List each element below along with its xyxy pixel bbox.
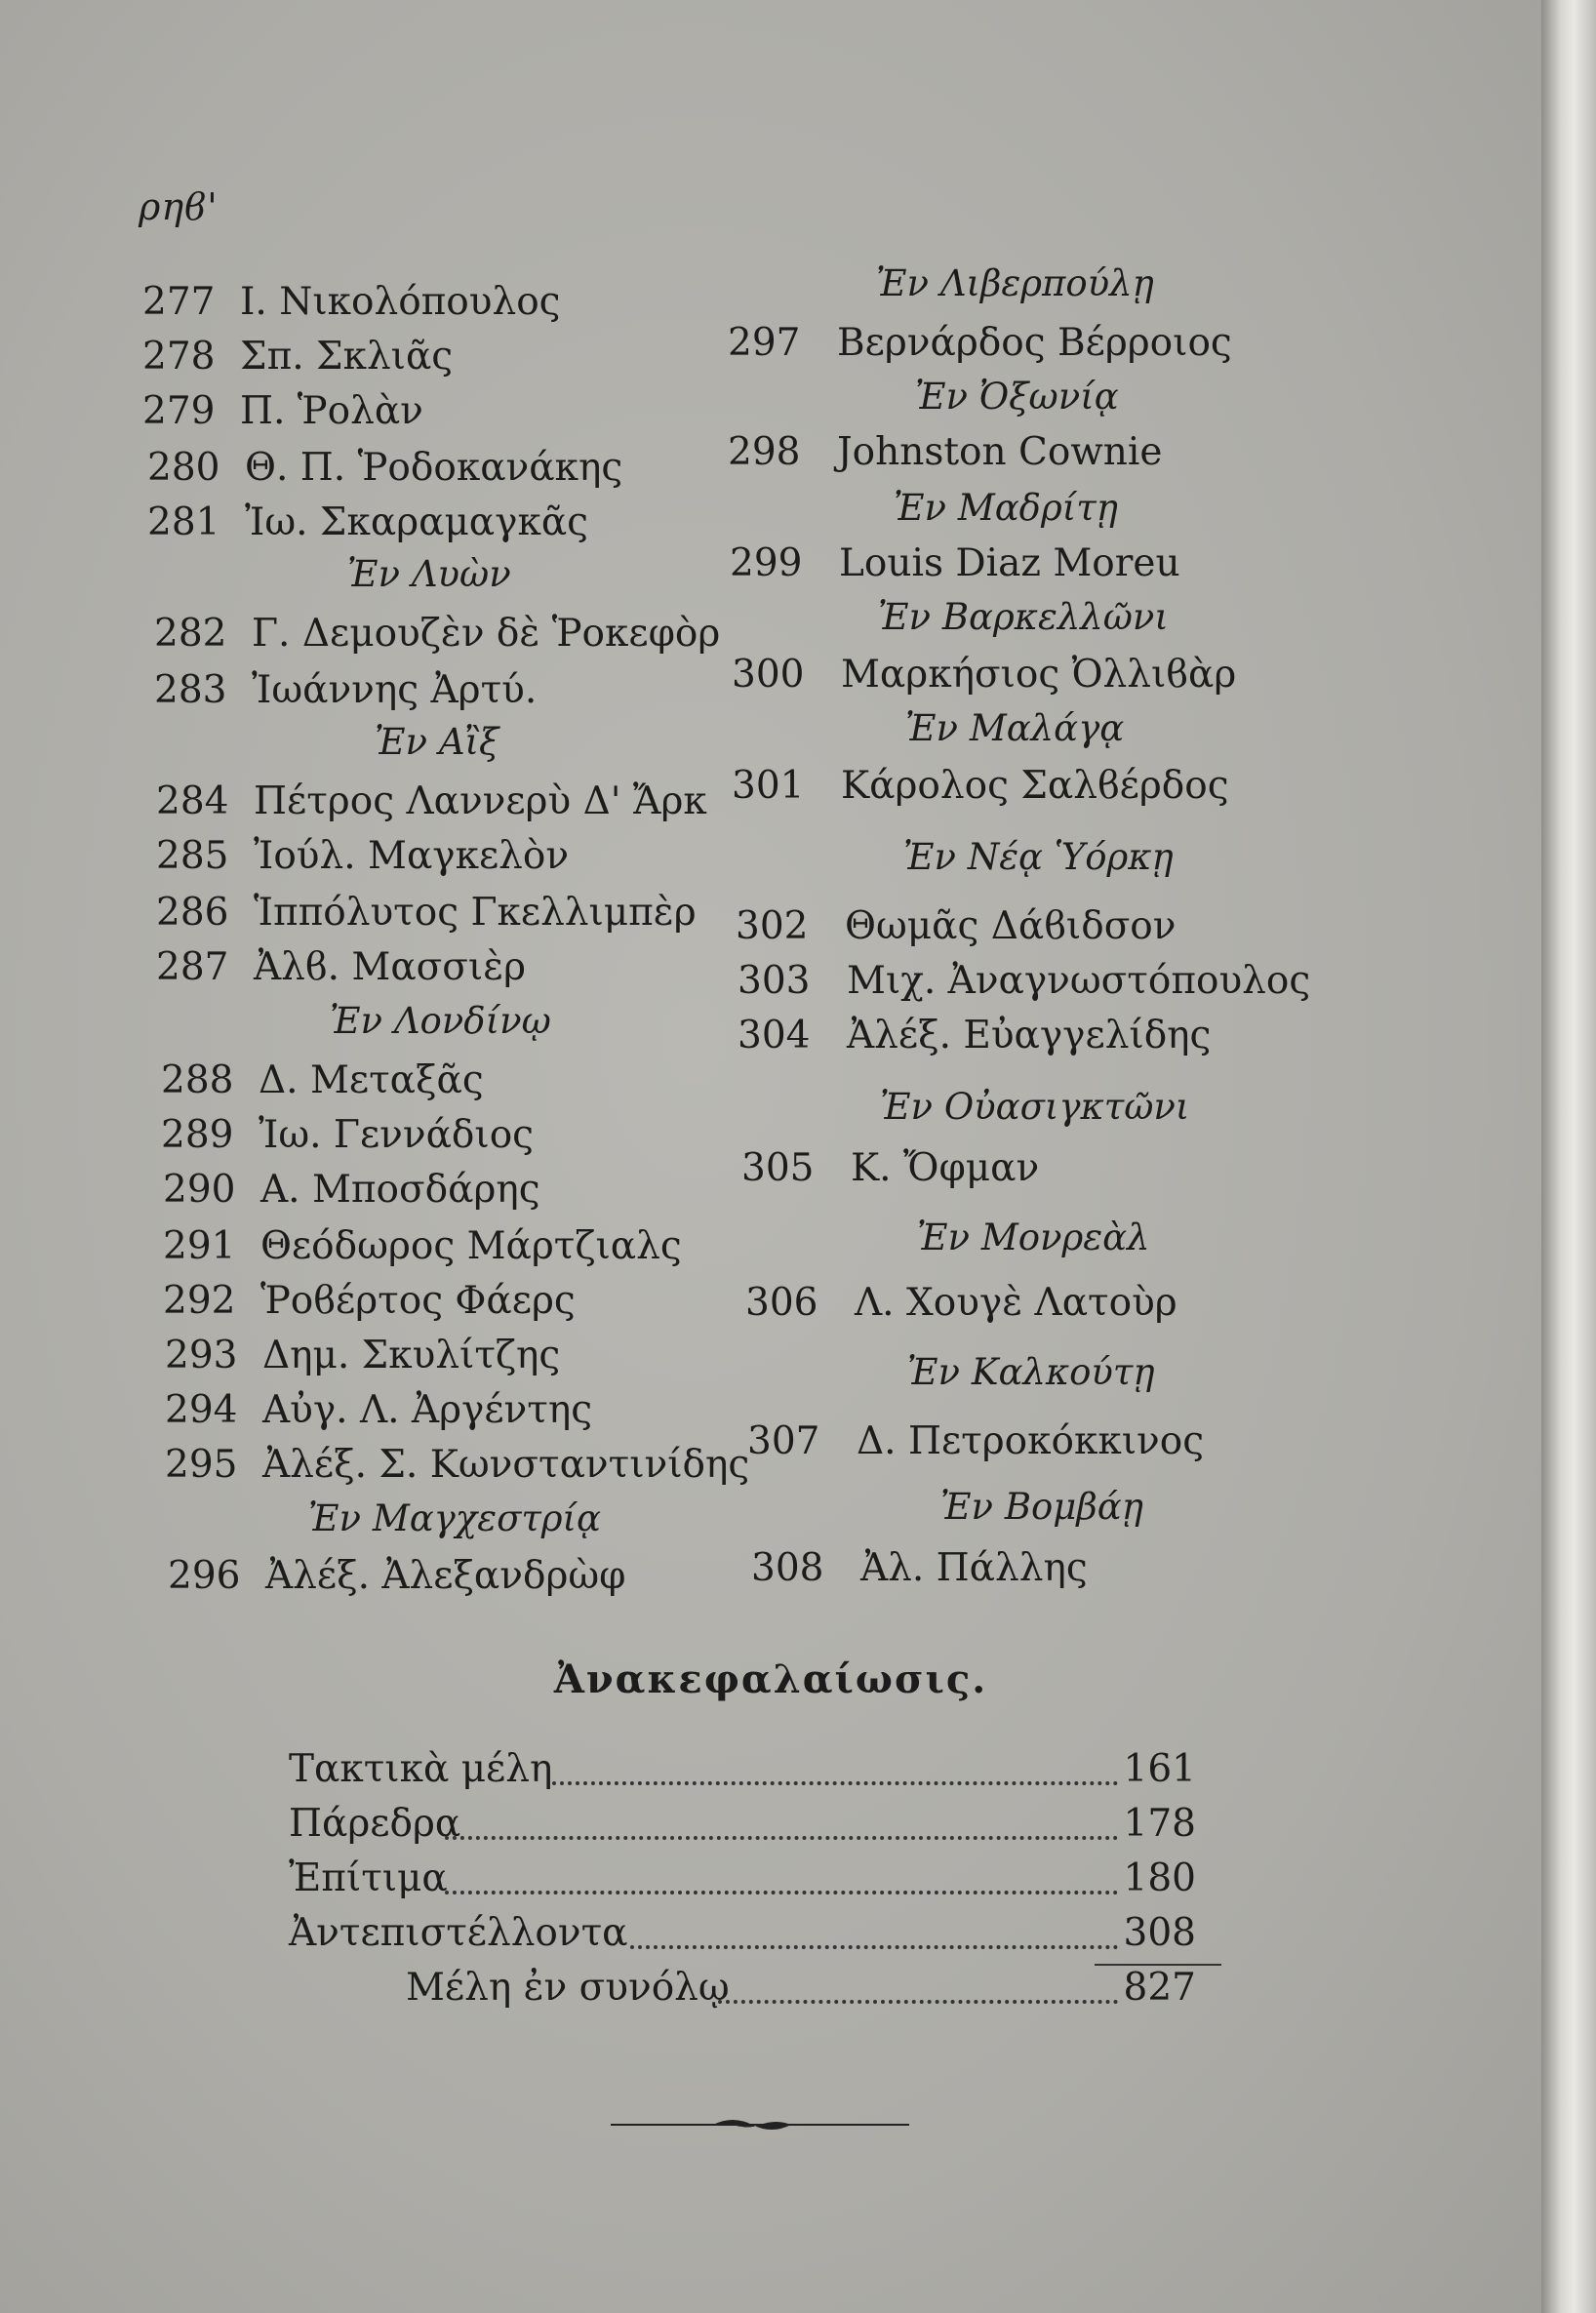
member-number: 299 [730, 541, 803, 585]
member-entry [732, 653, 1237, 697]
member-name: Ἰω. Γεννάδιος [259, 1113, 535, 1157]
member-entry [147, 446, 623, 490]
member-entry [745, 1281, 1177, 1325]
member-entry [156, 834, 570, 878]
member-number: 283 [154, 668, 227, 712]
member-name: Θωμᾶς Δάϐιδσον [845, 904, 1177, 948]
member-entry [156, 945, 527, 989]
place-heading: Ἐν Νέᾳ Ὑόρκῃ [903, 836, 1174, 878]
member-name: Πέτρος Λαννερὺ Δ' Ἄρκ [254, 779, 707, 823]
summary-heading: Ἀνακεφαλαίωσις. [553, 1656, 988, 1702]
summary-total-label: Μέλη ἐν συνόλῳ [406, 1966, 730, 2010]
member-number: 306 [745, 1281, 818, 1325]
member-name: Λ. Χουγὲ Λατοὺρ [855, 1281, 1177, 1325]
member-entry [163, 1279, 576, 1323]
place-heading: Ἐν Μονρεὰλ [917, 1216, 1150, 1258]
member-number: 305 [741, 1146, 815, 1190]
member-name: Ἰούλ. Μαγκελὸν [254, 834, 570, 878]
member-entry [738, 959, 1311, 1003]
member-entry [747, 1419, 1205, 1463]
member-entry [165, 1336, 560, 1375]
member-name: Κάρολος Σαλϐέρδος [841, 764, 1229, 808]
member-entry [168, 1554, 626, 1598]
summary-value: 308 [1123, 1911, 1196, 1955]
member-number: 278 [142, 335, 216, 379]
summary-value: 161 [1123, 1747, 1196, 1791]
member-number: 277 [142, 280, 216, 324]
member-entry [732, 764, 1229, 808]
member-number: 297 [728, 321, 801, 365]
summary-label: Τακτικὰ μέλη [289, 1747, 553, 1791]
member-entry [736, 904, 1177, 948]
dot-leader [445, 1871, 1118, 1894]
member-name: Ἀλϐ. Μασσιὲρ [254, 945, 527, 989]
member-number: 303 [738, 959, 811, 1003]
member-entry [741, 1146, 1040, 1190]
member-name: Αὐγ. Λ. Ἀργέντης [262, 1388, 593, 1432]
place-heading: Ἐν Λυὼν [347, 553, 511, 595]
member-number: 282 [154, 612, 227, 656]
member-entry [165, 1388, 593, 1432]
place-heading: Ἐν Λιβερπούλῃ [876, 262, 1154, 304]
member-name: Α. Μποσδάρης [260, 1168, 540, 1212]
summary-total-value: 827 [1123, 1966, 1196, 2010]
summary-label: Ἀντεπιστέλλοντα [289, 1911, 628, 1955]
member-name: Θεόδωρος Μάρτζιαλς [260, 1224, 682, 1268]
member-name: Βερνάρδος Βέρροιος [837, 321, 1232, 365]
member-number: 285 [156, 834, 229, 878]
book-binding [1541, 0, 1596, 2313]
member-entry [142, 389, 423, 433]
place-heading: Ἐν Βομβάῃ [940, 1486, 1143, 1528]
member-entry [161, 1058, 484, 1102]
member-entry [730, 541, 1180, 585]
member-name: Ἀλέξ. Ἀλεξανδρὼφ [265, 1554, 626, 1598]
summary-value: 180 [1123, 1856, 1196, 1900]
member-name: Ἀλ. Πάλλης [860, 1546, 1088, 1590]
member-name: Ἰωάννης Ἀρτύ. [252, 668, 538, 712]
dot-leader [630, 1926, 1118, 1949]
place-heading: Ἐν Ὀξωνίᾳ [915, 376, 1119, 418]
member-number: 293 [165, 1334, 238, 1377]
member-number: 302 [736, 904, 809, 948]
member-name: Louis Diaz Moreu [839, 541, 1180, 585]
member-entry [161, 1113, 535, 1157]
place-heading: Ἐν Βαρκελλῶνι [878, 596, 1169, 638]
member-number: 279 [142, 389, 216, 433]
member-name: Ἱππόλυτος Γκελλιμπὲρ [254, 891, 697, 935]
ornament-divider [611, 2113, 909, 2136]
summary-label: Ἐπίτιμα [289, 1856, 448, 1900]
member-number: 292 [163, 1279, 236, 1323]
member-number: 286 [156, 891, 229, 935]
member-entry [751, 1546, 1088, 1590]
member-name: Σπ. Σκλιᾶς [240, 335, 454, 379]
member-entry [156, 891, 697, 935]
member-entry [163, 1224, 682, 1268]
member-number: 289 [161, 1113, 234, 1157]
member-number: 284 [156, 779, 229, 823]
dot-leader [552, 1762, 1118, 1785]
member-number: 294 [165, 1388, 238, 1432]
dot-leader [718, 1980, 1118, 2004]
member-name: Ῥοϐέρτος Φάερς [260, 1279, 576, 1323]
member-name: Δ. Πετροκόκκινος [857, 1419, 1205, 1463]
member-name: Μαρκήσιος Ὀλλιϐὰρ [841, 653, 1237, 697]
member-number: 288 [161, 1058, 234, 1102]
member-entry [147, 500, 589, 544]
member-name: Μιχ. Ἀναγνωστόπουλος [847, 959, 1311, 1003]
member-number: 287 [156, 945, 229, 989]
member-entry [142, 280, 561, 324]
member-entry [154, 668, 538, 712]
member-number: 301 [732, 764, 805, 808]
place-heading: Ἐν Μαδρίτῃ [894, 487, 1118, 529]
place-heading: Ἐν Μαγχεστρίᾳ [308, 1497, 602, 1539]
member-name: Π. Ῥολὰν [240, 389, 423, 433]
member-number: 300 [732, 653, 805, 697]
member-name: Ἀλέξ. Εὐαγγελίδης [847, 1014, 1212, 1057]
member-name: Ἀλέξ. Σ. Κωνσταντινίδης [262, 1443, 750, 1487]
place-heading: Ἐν Μαλάγᾳ [905, 707, 1125, 749]
member-name: Ι. Νικολόπουλος [240, 280, 561, 324]
member-number: 295 [165, 1443, 238, 1487]
member-number: 291 [163, 1224, 236, 1268]
place-heading: Ἐν Καλκούτῃ [907, 1351, 1155, 1393]
place-heading: Ἐν Αἲξ [375, 721, 499, 763]
page-number: ρηϐ' [139, 185, 219, 228]
member-entry [728, 321, 1232, 365]
place-heading: Ἐν Οὐασιγκτῶνι [880, 1086, 1190, 1128]
member-number: 290 [163, 1168, 236, 1212]
member-entry [142, 335, 454, 379]
member-name: Δ. Μεταξᾶς [259, 1058, 484, 1102]
summary-label: Πάρεδρα [289, 1802, 461, 1846]
member-name: Κ. Ὄφμαν [851, 1146, 1040, 1190]
member-entry [154, 612, 721, 656]
member-name: Ἰω. Σκαραμαγκᾶς [245, 500, 589, 544]
member-entry [728, 430, 1163, 474]
member-number: 281 [147, 500, 220, 544]
member-name: Δημ. Σκυλίτζης [262, 1334, 561, 1377]
member-name: Johnston Cownie [837, 430, 1163, 474]
member-name: Γ. Δεμουζὲν δὲ Ῥοκεφὸρ [252, 612, 721, 656]
member-entry [738, 1014, 1212, 1057]
member-number: 298 [728, 430, 801, 474]
dot-leader [445, 1816, 1118, 1840]
member-name: Θ. Π. Ῥοδοκανάκης [245, 446, 623, 490]
summary-value: 178 [1123, 1802, 1196, 1846]
place-heading: Ἐν Λονδίνῳ [330, 1000, 551, 1042]
member-number: 280 [147, 446, 220, 490]
member-number: 296 [168, 1554, 241, 1598]
member-number: 307 [747, 1419, 820, 1463]
member-entry [156, 779, 707, 823]
member-entry [165, 1443, 750, 1487]
member-entry [163, 1168, 540, 1212]
member-number: 308 [751, 1546, 824, 1590]
member-number: 304 [738, 1014, 811, 1057]
